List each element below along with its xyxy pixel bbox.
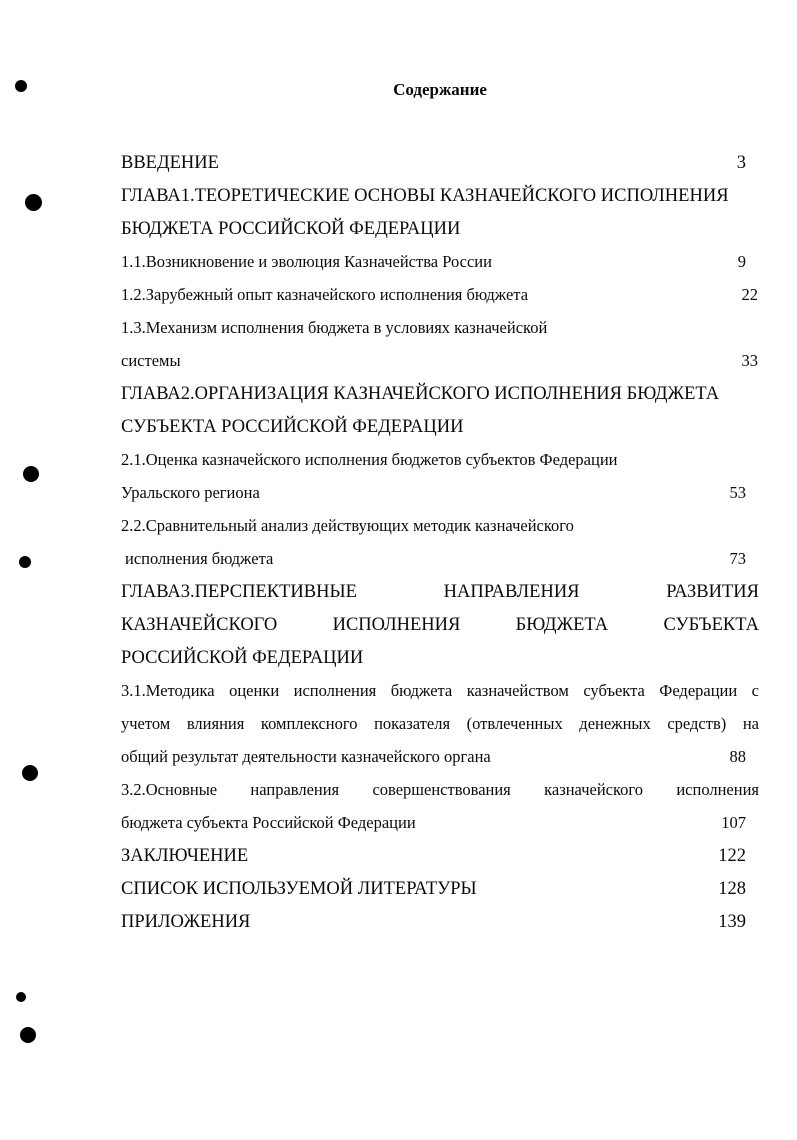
toc-page-number: 73 [729, 549, 746, 568]
toc-entry-title-continued: исполнения бюджета [125, 549, 274, 568]
toc-page-number: 3 [736, 153, 746, 173]
toc-page-number: 53 [729, 483, 746, 502]
toc-entry-appendices [121, 909, 759, 942]
toc-entry-title-continued: КАЗНАЧЕЙСКОГО ИСПОЛНЕНИЯ БЮДЖЕТА СУБЪЕКТА [121, 615, 759, 635]
toc-entry-section-1-3 [121, 315, 759, 381]
toc-entry-conclusion [121, 843, 759, 876]
punch-hole [22, 765, 38, 781]
toc-entry-title-continued: бюджета субъекта Российской Федерации [121, 813, 416, 832]
toc-entry-title: 2.1.Оценка казначейского исполнения бюджетов субъектов Федерации [121, 450, 618, 469]
toc-page-number: 22 [741, 285, 758, 304]
toc-page-number: 88 [729, 747, 746, 766]
toc-page-number: 33 [741, 351, 758, 370]
table-of-contents [121, 150, 759, 942]
toc-entry-introduction [121, 150, 759, 183]
toc-entry-title: 2.2.Сравнительный анализ действующих методик казначейского [121, 516, 574, 535]
toc-entry-title: 1.2.Зарубежный опыт казначейского исполнения бюджета [121, 285, 529, 304]
toc-page-number: 9 [737, 252, 746, 271]
toc-entry-title: 3.1.Методика оценки исполнения бюджета казначейством субъекта Федерации с [121, 681, 759, 700]
toc-entry-section-3-2 [121, 777, 759, 843]
toc-entry-chapter-1 [121, 183, 759, 249]
toc-entry-title-continued: учетом влияния комплексного показателя (отвлеченных денежных средств) на [121, 714, 759, 733]
toc-entry-title: ГЛАВА1.ТЕОРЕТИЧЕСКИЕ ОСНОВЫ КАЗНАЧЕЙСКОГО ИСПОЛНЕНИЯ [121, 186, 729, 206]
toc-entry-section-2-2 [121, 513, 759, 579]
toc-entry-section-3-1 [121, 678, 759, 777]
punch-hole [23, 466, 39, 482]
toc-entry-title: 1.1.Возникновение и эволюция Казначейства России [121, 252, 492, 271]
toc-entry-section-1-2 [121, 282, 759, 315]
punch-hole [16, 992, 26, 1002]
toc-entry-title-continued: системы [121, 351, 181, 370]
toc-entry-title: ПРИЛОЖЕНИЯ [121, 912, 251, 932]
toc-entry-title: ГЛАВА2.ОРГАНИЗАЦИЯ КАЗНАЧЕЙСКОГО ИСПОЛНЕНИЯ БЮДЖЕТА [121, 384, 720, 404]
toc-page-number: 122 [718, 846, 746, 866]
toc-entry-bibliography [121, 876, 759, 909]
toc-entry-chapter-2 [121, 381, 759, 447]
toc-entry-title: СПИСОК ИСПОЛЬЗУЕМОЙ ЛИТЕРАТУРЫ [121, 879, 477, 899]
page-title: Содержание [393, 80, 487, 99]
toc-entry-title: 3.2.Основные направления совершенствования казначейского исполнения [121, 780, 759, 799]
toc-page-number: 128 [718, 879, 746, 899]
toc-entry-title-continued: РОССИЙСКОЙ ФЕДЕРАЦИИ [121, 648, 364, 668]
toc-entry-title: ЗАКЛЮЧЕНИЕ [121, 846, 249, 866]
toc-entry-title-continued: БЮДЖЕТА РОССИЙСКОЙ ФЕДЕРАЦИИ [121, 219, 461, 239]
toc-entry-title-continued: общий результат деятельности казначейского органа [121, 747, 491, 766]
toc-page-number: 139 [718, 912, 746, 932]
toc-entry-title-continued: Уральского региона [121, 483, 260, 502]
toc-page-number: 107 [721, 813, 746, 832]
toc-entry-title: ВВЕДЕНИЕ [121, 153, 219, 173]
punch-hole [19, 556, 31, 568]
toc-entry-title-continued: СУБЪЕКТА РОССИЙСКОЙ ФЕДЕРАЦИИ [121, 417, 464, 437]
punch-hole [20, 1027, 36, 1043]
toc-entry-section-2-1 [121, 447, 759, 513]
punch-hole [25, 194, 42, 211]
toc-entry-chapter-3 [121, 579, 759, 678]
toc-entry-title: 1.3.Механизм исполнения бюджета в условиях казначейской [121, 318, 548, 337]
toc-entry-section-1-1 [121, 249, 759, 282]
toc-entry-title: ГЛАВА3.ПЕРСПЕКТИВНЫЕ НАПРАВЛЕНИЯ РАЗВИТИЯ [121, 582, 759, 602]
